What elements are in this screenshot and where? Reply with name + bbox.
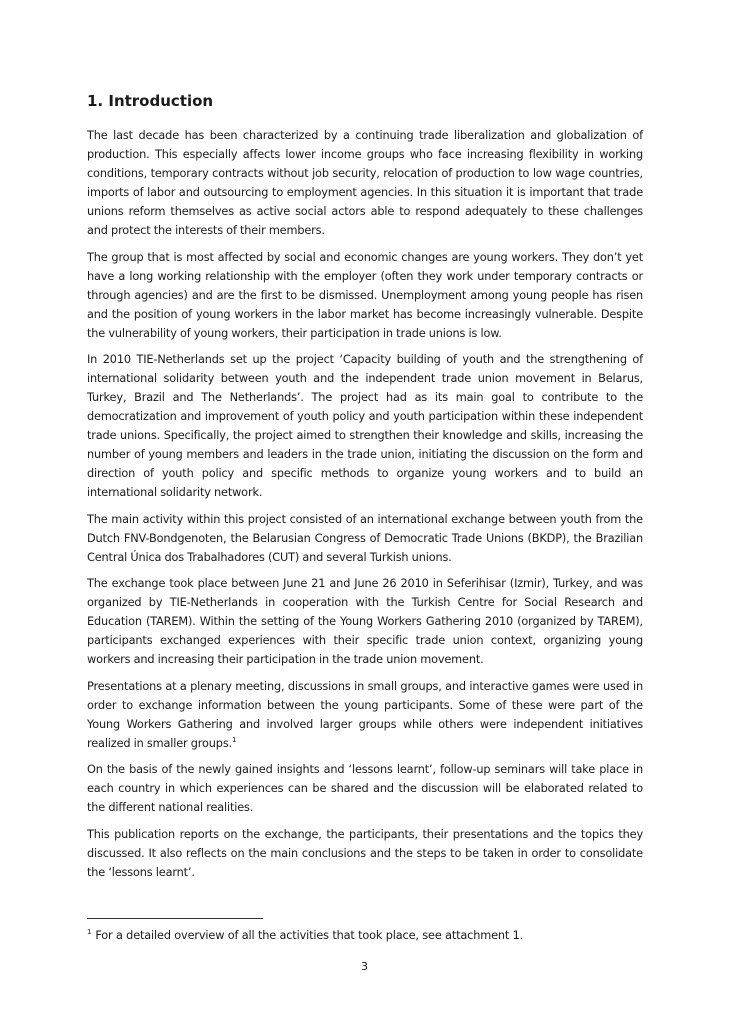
- paragraph-7: On the basis of the newly gained insights and ‘lessons learnt’, follow-up seminars will take place in each country in which experiences can be shared and the discussion will be elaborated related to the different national realities.: [87, 763, 643, 814]
- footnote-reference[interactable]: 1: [232, 735, 237, 744]
- paragraph-6-text: Presentations at a plenary meeting, discussions in small groups, and interactive games were used in order to exchange information between the young participants. Some of these were part of the Young Workers Gathering and involved larger groups while others were independent initiatives realized in smaller groups.: [87, 679, 643, 750]
- footnote: [87, 928, 643, 944]
- footnote-text: For a detailed overview of all the activities that took place, see attachment 1.: [95, 929, 524, 942]
- paragraph-1: The last decade has been characterized by a continuing trade liberalization and globalization of production. This especially affects lower income groups who face increasing flexibility in working conditions, temporary contracts without job security, relocation of production to low wage countries, imports of labor and outsourcing to employment agencies. In this situation it is important that trade unions reform themselves as active social actors able to respond adequately to these challenges and protect the interests of their members.: [87, 129, 643, 237]
- section-title: 1. Introduction: [87, 92, 214, 110]
- page-body: [87, 90, 643, 889]
- footnote-marker: 1: [87, 928, 92, 937]
- paragraph-5: The exchange took place between June 21 and June 26 2010 in Seferihisar (Izmir), Turkey, and was organized by TIE-Netherlands in cooperation with the Turkish Centre for Social Research and Education (TAREM). Within the setting of the Young Workers Gathering 2010 (organized by TAREM), participants exchanged experiences with their specific trade union context, organizing young workers and increasing their participation in the trade union movement.: [87, 577, 643, 666]
- footnote-divider: [87, 918, 263, 919]
- page-number: 3: [361, 960, 368, 973]
- paragraph-2: The group that is most affected by social and economic changes are young workers. They don’t yet have a long working relationship with the employer (often they work under temporary contracts or through agencies) and are the first to be dismissed. Unemployment among young people has risen and the position of young workers in the labor market has become increasingly vulnerable. Despite the vulnerability of young workers, their participation in trade unions is low.: [87, 250, 643, 340]
- paragraph-3: In 2010 TIE-Netherlands set up the project ‘Capacity building of youth and the strengthening of international solidarity between youth and the independent trade union movement in Belarus, Turkey, Brazil and The Netherlands’. The project had as its main goal to contribute to the democratization and improvement of youth policy and youth participation within these independent trade unions. Specifically, the project aimed to strengthen their knowledge and skills, increasing the number of young members and leaders in the trade union, initiating the discussion on the form and direction of youth policy and specific methods to organize young workers and to build an international solidarity network.: [87, 353, 643, 499]
- paragraph-4: The main activity within this project consisted of an international exchange between youth from the Dutch FNV-Bondgenoten, the Belarusian Congress of Democratic Trade Unions (BKDP), the Brazilian Central Única dos Trabalhadores (CUT) and several Turkish unions.: [87, 512, 643, 564]
- paragraph-6: [87, 677, 643, 753]
- paragraph-8: This publication reports on the exchange, the participants, their presentations and the topics they discussed. It also reflects on the main conclusions and the steps to be taken in order to consolidate the ‘lessons learnt’.: [87, 827, 643, 879]
